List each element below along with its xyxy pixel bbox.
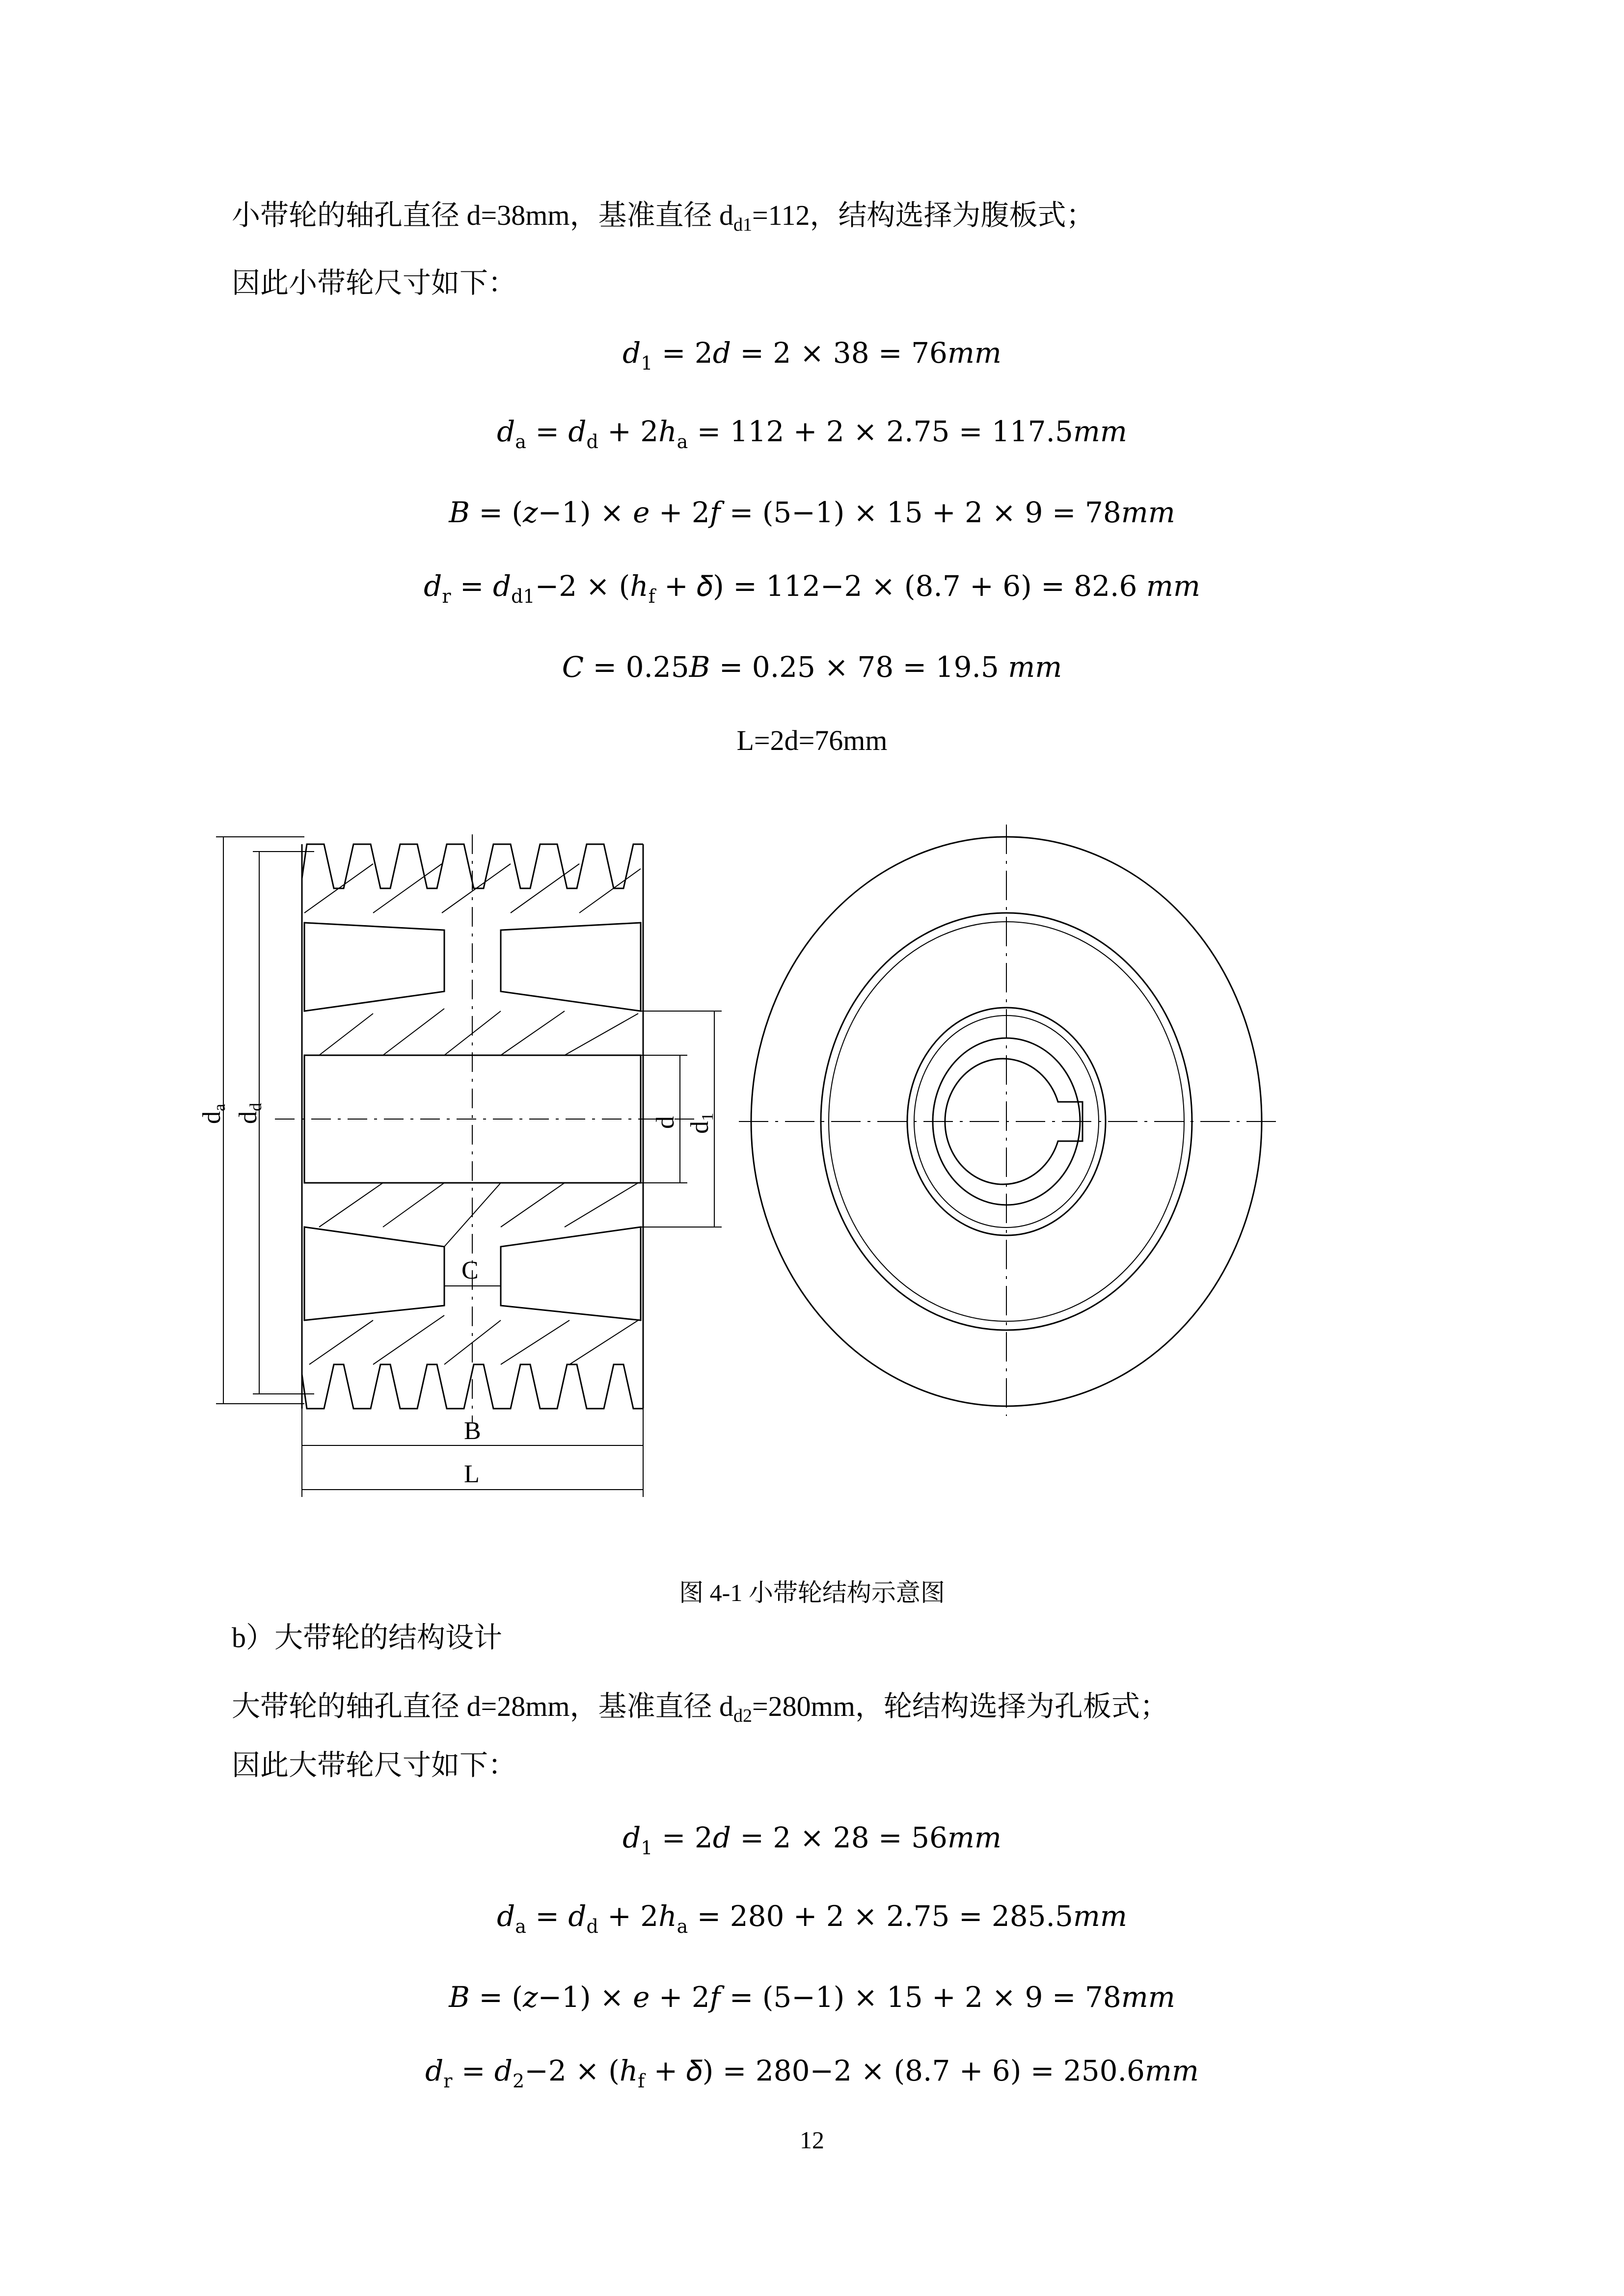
label-da: da [198,1103,229,1124]
front-view [739,825,1276,1416]
label-dd: dd [234,1103,265,1124]
small-eq-dr: $d_r$ = 𝑑$_{d1}$−2 × (ℎ$_f$ + 𝛿) = 112−2 × (8.7 + 6) = 82.6 𝑚𝑚 [424,569,1200,607]
intro-sub: d1 [733,214,752,235]
small-eq-da: $d_a$ = 𝑑$_d$ + 2ℎ$_a$ = 112 + 2 × 2.75 = 117.5𝑚𝑚 [497,415,1127,453]
large-pulley-intro: 大带轮的轴孔直径 d=28mm，基准直径 $d_{d2}=280mm$，轮结构选择为孔板式； [232,1690,1168,1726]
small-pulley-lead: 因此小带轮尺寸如下： [232,267,517,299]
label-d1: d1 [686,1113,717,1134]
web-cavity-bottom-left [304,1227,444,1320]
label-L: L [464,1460,480,1488]
bore-with-keyway [945,1059,1083,1184]
web-cavity-top-left [304,923,444,1011]
small-pulley-intro [232,199,1095,235]
large-eq-da: $d_a$ = 𝑑$_d$ + 2ℎ$_a$ = 280 + 2 × 2.75 = 285.5𝑚𝑚 [497,1899,1127,1937]
web-cavity-bottom-right [501,1227,641,1320]
intro-text-b: =112，结构选择为腹板式； [752,199,1095,231]
section-view [198,834,722,1497]
small-eq-L: L=2d=76mm [736,724,888,756]
intro-text-a: 小带轮的轴孔直径 d=38mm，基准直径 d [232,199,733,231]
page-number: 12 [800,2126,824,2154]
web-cavity-top-right [501,923,641,1011]
small-eq-B: 𝐵 = (𝑧−1) × 𝑒 + 2𝑓 = (5−1) × 15 + 2 × 9 = 78𝑚𝑚 [449,496,1175,529]
large-pulley-heading: b）大带轮的结构设计 [232,1622,503,1654]
large-eq-dr: $d_r$ = 𝑑$_2$−2 × (ℎ$_f$ + 𝛿) = 280−2 × (8.7 + 6) = 250.6𝑚𝑚 [425,2054,1199,2092]
label-B: B [464,1417,481,1445]
large-eq-B: 𝐵 = (𝑧−1) × 𝑒 + 2𝑓 = (5−1) × 15 + 2 × 9 = 78𝑚𝑚 [449,1980,1175,2014]
small-eq-d1: $d_1$ = 2𝑑 = 2 × 38 = 76𝑚𝑚 [623,336,1001,374]
small-eq-C: 𝐶 = 0.25𝐵 = 0.25 × 78 = 19.5 𝑚𝑚 [562,650,1062,684]
figure-caption: 图 4-1 小带轮结构示意图 [679,1579,945,1606]
large-eq-d1: $d_1$ = 2𝑑 = 2 × 28 = 56𝑚𝑚 [623,1821,1001,1859]
pulley-figure [0,795,1624,1507]
label-d: d [651,1116,679,1129]
large-pulley-lead: 因此大带轮尺寸如下： [232,1749,517,1781]
label-C: C [461,1256,479,1284]
